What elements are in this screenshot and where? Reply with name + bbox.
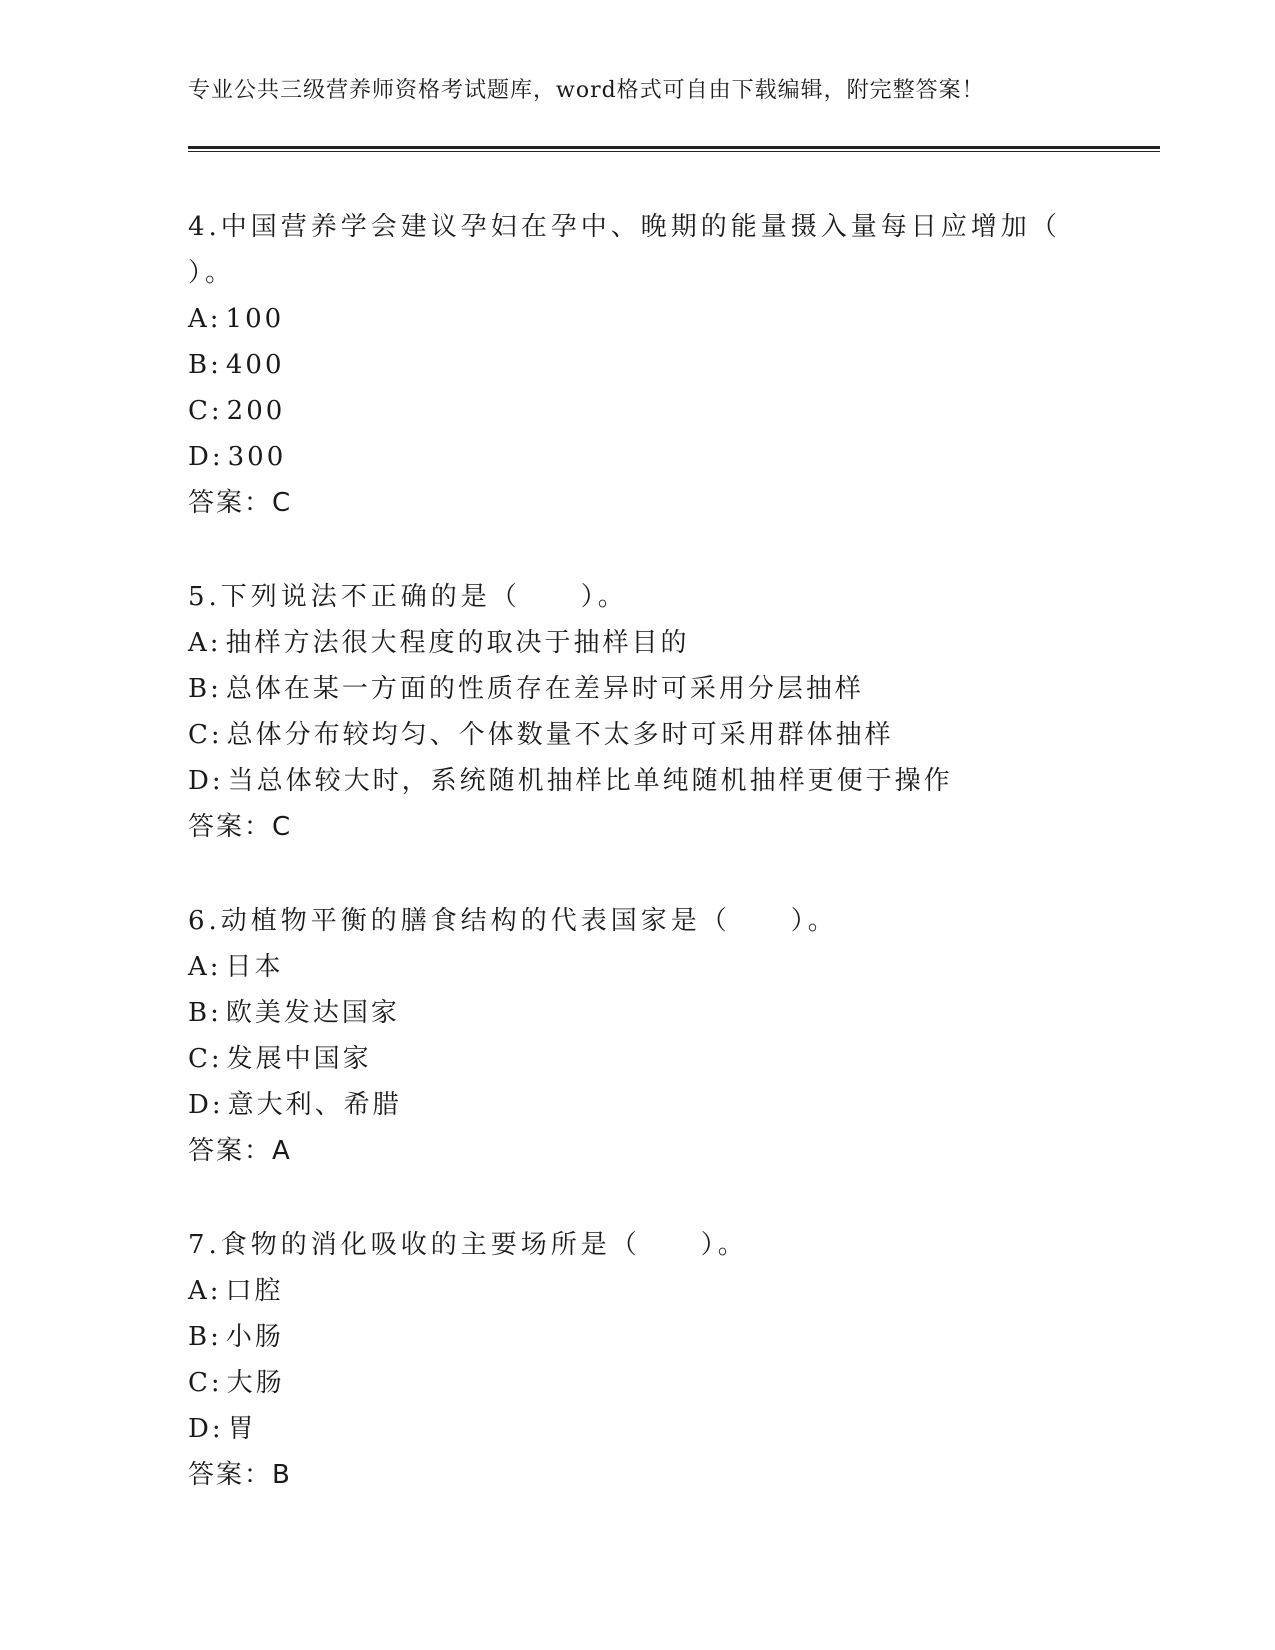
option-c: C: 大肠	[188, 1368, 285, 1398]
option-b: B: 400	[188, 350, 285, 380]
option-c: C: 200	[188, 396, 286, 426]
option-d: D: 胃	[188, 1414, 257, 1444]
option-a: A: 100	[188, 304, 285, 334]
option-a: A: 口腔	[188, 1276, 284, 1306]
question-stem: 7.食物的消化吸收的主要场所是（ ）。	[188, 1230, 748, 1260]
option-d: D: 300	[188, 442, 287, 472]
option-b: B: 总体在某一方面的性质存在差异时可采用分层抽样	[188, 674, 864, 704]
option-c: C: 总体分布较均匀、个体数量不太多时可采用群体抽样	[188, 720, 894, 750]
option-a: A: 抽样方法很大程度的取决于抽样目的	[188, 628, 690, 658]
header-rule-thin	[188, 151, 1160, 152]
question-7	[188, 1222, 1108, 1498]
option-c: C: 发展中国家	[188, 1044, 372, 1074]
page-header: 专业公共三级营养师资格考试题库，word格式可自由下载编辑，附完整答案！	[188, 78, 985, 103]
question-5	[188, 574, 1108, 850]
question-4	[188, 204, 1108, 526]
option-b: B: 欧美发达国家	[188, 998, 400, 1028]
header-rule-thick	[188, 146, 1160, 149]
answer-line: 答案：C	[188, 488, 293, 518]
question-6	[188, 898, 1108, 1174]
answer-line: 答案：C	[188, 812, 293, 842]
option-d: D: 意大利、希腊	[188, 1090, 402, 1120]
option-b: B: 小肠	[188, 1322, 284, 1352]
answer-line: 答案：B	[188, 1460, 292, 1490]
option-d: D: 当总体较大时，系统随机抽样比单纯随机抽样更便于操作	[188, 766, 953, 796]
option-a: A: 日本	[188, 952, 284, 982]
question-list	[188, 204, 1108, 1546]
answer-line: 答案：A	[188, 1136, 292, 1166]
question-stem: 5.下列说法不正确的是（ ）。	[188, 582, 628, 612]
question-stem: 6.动植物平衡的膳食结构的代表国家是（ ）。	[188, 906, 838, 936]
question-stem: 4.中国营养学会建议孕妇在孕中、晚期的能量摄入量每日应增加（ ）。	[188, 212, 1061, 288]
